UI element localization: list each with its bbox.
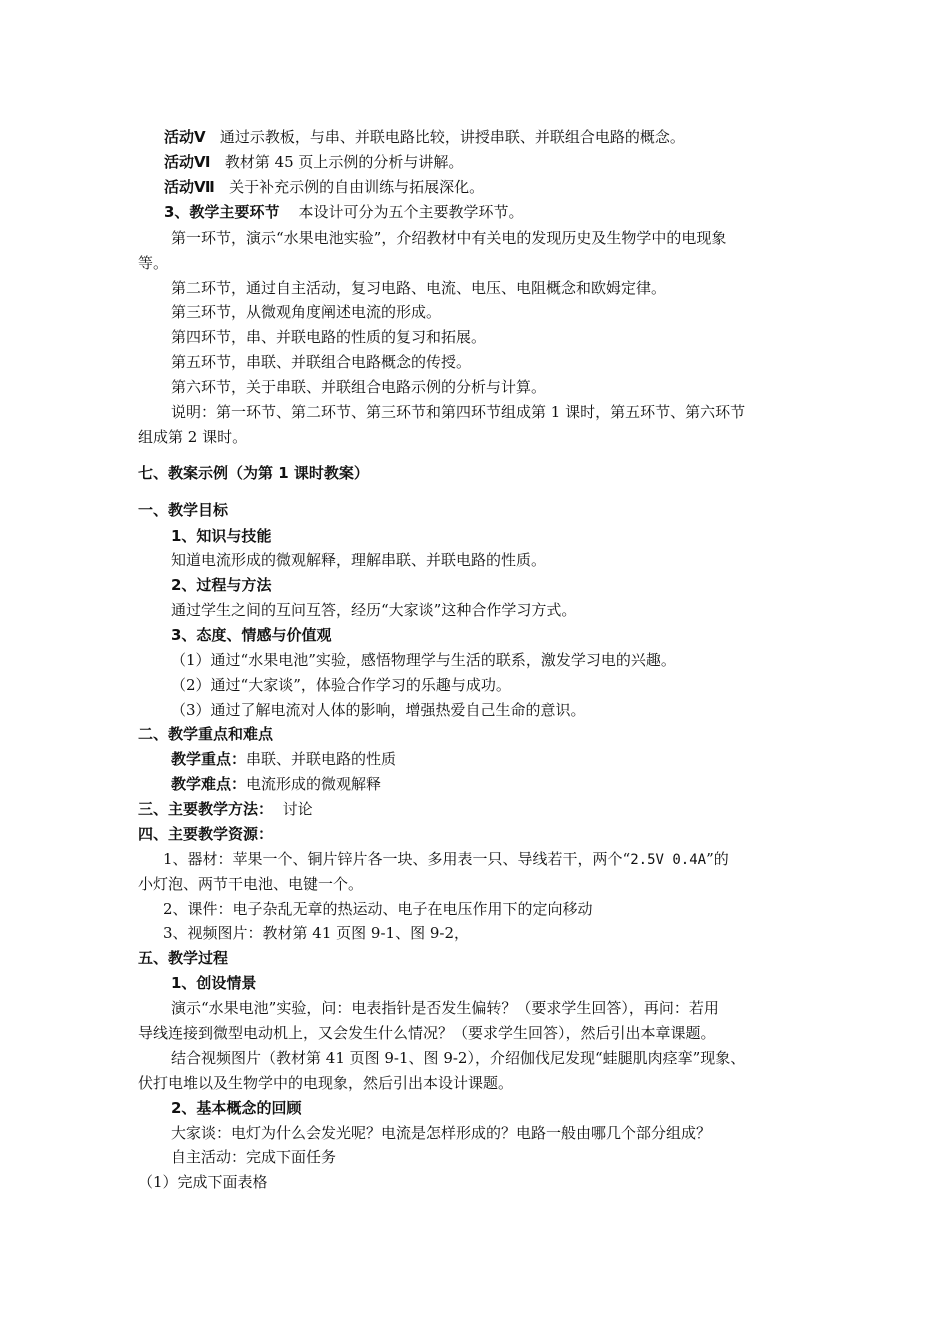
create-scene-p2-a: 结合视频图片（教材第 41 页图 9-1、图 9-2），介绍伽伐尼发现“蛙腿肌肉痉挛”现象、 xyxy=(171,1049,746,1067)
activity-6 xyxy=(164,152,463,172)
section-7-title: 七、教案示例（为第 1 课时教案） xyxy=(138,464,369,482)
difficulty-line xyxy=(171,774,381,794)
resource-1-line-a xyxy=(163,849,729,870)
activity-7 xyxy=(164,177,484,197)
create-scene-p1-a: 演示“水果电池”实验，问：电表指针是否发生偏转？（要求学生回答），再问：若用 xyxy=(171,999,719,1017)
create-scene-title: 1、创设情景 xyxy=(171,974,257,992)
create-scene-p1-b: 导线连接到微型电动机上，又会发生什么情况？（要求学生回答），然后引出本章课题。 xyxy=(138,1024,716,1042)
attitude-item-3: （3）通过了解电流对人体的影响，增强热爱自己生命的意识。 xyxy=(171,701,586,719)
main-links-label: 3、教学主要环节 xyxy=(164,203,280,221)
link-2: 第二环节，通过自主活动，复习电路、电流、电压、电阻概念和欧姆定律。 xyxy=(171,279,667,297)
link-5: 第五环节，串联、并联组合电路概念的传授。 xyxy=(171,353,472,371)
link-3: 第三环节，从微观角度阐述电流的形成。 xyxy=(171,303,442,321)
attitude-item-2: （2）通过“大家谈”，体验合作学习的乐趣与成功。 xyxy=(171,676,511,694)
activity-5 xyxy=(164,127,685,147)
activity-label: 活动Ⅶ xyxy=(164,178,215,196)
section-3-text: 讨论 xyxy=(282,800,313,818)
activity-text: 关于补充示例的自由训练与拓展深化。 xyxy=(229,178,485,196)
review-activity: 自主活动：完成下面任务 xyxy=(171,1148,337,1166)
difficulty-label: 教学难点： xyxy=(171,775,247,793)
section-5-title: 五、教学过程 xyxy=(138,949,229,967)
focus-label: 教学重点： xyxy=(171,750,247,768)
section-3-title: 三、主要教学方法： xyxy=(138,800,274,818)
section-1-title: 一、教学目标 xyxy=(138,501,229,519)
resource-1-spec: 2.5V 0.4A xyxy=(630,852,707,868)
knowledge-title: 1、知识与技能 xyxy=(171,527,272,545)
link-1-line-b: 等。 xyxy=(138,254,169,272)
main-links-heading xyxy=(164,202,524,222)
resource-3: 3、视频图片：教材第 41 页图 9-1、图 9-2， xyxy=(163,924,470,942)
link-4: 第四环节，串、并联电路的性质的复习和拓展。 xyxy=(171,328,487,346)
note-line-b: 组成第 2 课时。 xyxy=(138,428,248,446)
knowledge-text: 知道电流形成的微观解释，理解串联、并联电路的性质。 xyxy=(171,551,547,569)
main-links-text: 本设计可分为五个主要教学环节。 xyxy=(298,203,524,221)
resource-1-line-b: 小灯泡、两节干电池、电键一个。 xyxy=(138,875,364,893)
create-scene-p2-b: 伏打电堆以及生物学中的电现象，然后引出本设计课题。 xyxy=(138,1074,514,1092)
focus-line xyxy=(171,749,396,769)
resource-1-end: ”的 xyxy=(706,850,729,868)
link-6: 第六环节，关于串联、并联组合电路示例的分析与计算。 xyxy=(171,378,547,396)
attitude-item-1: （1）通过“水果电池”实验，感悟物理学与生活的联系，激发学习电的兴趣。 xyxy=(171,651,676,669)
section-2-title: 二、教学重点和难点 xyxy=(138,725,274,743)
note-line-a: 说明：第一环节、第二环节、第三环节和第四环节组成第 1 课时，第五环节、第六环节 xyxy=(171,403,746,421)
link-1-line-a: 第一环节，演示“水果电池实验”，介绍教材中有关电的发现历史及生物学中的电现象 xyxy=(171,229,727,247)
activity-text: 通过示教板，与串、并联电路比较，讲授串联、并联组合电路的概念。 xyxy=(219,128,685,146)
activity-label: 活动Ⅴ xyxy=(164,128,206,146)
section-3-line xyxy=(138,799,313,819)
review-task-1: （1）完成下面表格 xyxy=(138,1173,268,1191)
focus-text: 串联、并联电路的性质 xyxy=(246,750,397,768)
process-text: 通过学生之间的互问互答，经历“大家谈”这种合作学习方式。 xyxy=(171,601,577,619)
difficulty-text: 电流形成的微观解释 xyxy=(246,775,382,793)
activity-label: 活动Ⅵ xyxy=(164,153,211,171)
attitude-title: 3、态度、情感与价值观 xyxy=(171,626,332,644)
resource-2: 2、课件：电子杂乱无章的热运动、电子在电压作用下的定向移动 xyxy=(163,900,593,918)
section-4-title: 四、主要教学资源： xyxy=(138,825,274,843)
process-title: 2、过程与方法 xyxy=(171,576,272,594)
review-title: 2、基本概念的回顾 xyxy=(171,1099,302,1117)
activity-text: 教材第 45 页上示例的分析与讲解。 xyxy=(224,153,464,171)
resource-1-text: 1、器材：苹果一个、铜片锌片各一块、多用表一只、导线若干，两个“ xyxy=(163,850,631,868)
review-discuss: 大家谈：电灯为什么会发光呢？电流是怎样形成的？电路一般由哪几个部分组成？ xyxy=(171,1124,712,1142)
